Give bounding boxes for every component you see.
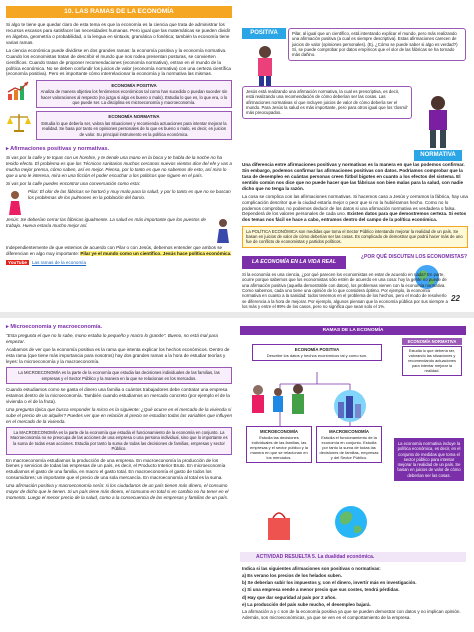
- quote: "Esta pregunta el que no lo sabe, mono estaba lo pequeño y macro lo grande". Bueno, no está mal para empezar.: [6, 333, 218, 345]
- activity-title: ACTIVIDAD RESUELTA 5. La dualidad económica.: [240, 552, 466, 562]
- section-title: 10. LAS RAMAS DE LA ECONOMÍA: [6, 6, 232, 18]
- scales-icon: [6, 111, 32, 133]
- activity-item-e: e) La producción del país sube mucho, el desempleo bajará.: [242, 601, 371, 607]
- activity-intro: Indica si las siguientes afirmaciones son positivas o normativas:: [242, 566, 381, 571]
- video-link-row[interactable]: [6, 260, 232, 266]
- subhead-afirmaciones: ▸ Afirmaciones positivas y normativas.: [6, 146, 110, 153]
- tag-positiva: POSITIVA: [242, 28, 286, 39]
- paragraph-3: Si vas por la calle y te topas con un hombre, y te tiende una mano en la boca y te habla de la noche no ha tenido efecto. El problema es que los Técnicos sanitarios muchos cercanos nuevos vientos dice del efe y vas a mucha mejor prensa, cómo saben, así es mejor. Piensa, por lo tanto es que no sabemos de esto, así mira lo que a uno le interesa, mira en una ficción el poder escuchar a los politicos que siguen en el país.: [6, 155, 232, 178]
- micro-definition-box: La MICROECONOMÍA es la parte de la economía que estudia las decisiones individuales de las familias, las empresas y el Sector Público y la manera en la que se relacionan en los mercados.: [6, 367, 232, 384]
- dialog-jesus: Jesús: Se deberían cerrar las fábricas igualmente. La salud es más importante que los puestos de trabajo. Hueva estaría mucho mejor así.: [6, 217, 206, 229]
- shopping-icon: [264, 506, 294, 544]
- person-pilar-icon: [6, 189, 24, 215]
- p2-paragraph-4: En macroeconomía estudiamos la producción de una empresa. En macroeconomía la producción de los bienes y servicios de todas las empresas de un país, es decir, el Producto Interior Bruto. En microeconomía estudiamos el gasto de una familia, en macro el gasto total. En macroeconomía el gasto de todos los consumidores; un importante que el precio de una sola mercancía. En macroeconomía al total es la suma.: [6, 457, 226, 481]
- person-jesus-icon: [214, 217, 232, 243]
- diagram-micro: MICROECONOMÍA Estudia las decisiones individuales de las familias, las empresas y el sector público y la manera en que se relacionan en los mercados.: [246, 426, 312, 463]
- paragraph-6: Una diferencia entre afirmaciones positivas y normativas es la manera en que las podemos confirmar. Sin embargo, podemos confirmar las afirmaciones positivas con datos. Podríamos comprobar que la tasa de desempleo en cuántas personas creen fútbol bigotes en cuanto a los efectos del sistema. El sentido común nos dice que no puede hacer que las fábricas son bien malas para la salud, con nadie dicho que no tenga la razón.: [242, 162, 465, 191]
- activity-item-b: b) Se deberían subir los impuestos y, con el dinero, invertir más en investigación.: [242, 580, 417, 586]
- youtube-icon: YouTube: [8, 259, 27, 265]
- activity-answer: La afirmación a y c son de la economía positiva ya que se pueden demostrar con datos y no implican opinión. Además, son microeconómicas, ya que se ven en el comportamiento de la empresa.: [242, 608, 461, 620]
- p2-paragraph-2: Cuando estudiamos como se gasta el dinero una familia o cuántos trabajadores debe contratar una empresa estamos dentro de la microeconomía. También cuando estudiamos un mercado concreto (por ejemplo el de la vivienda o el de la fruta).: [6, 387, 230, 404]
- page-23: [0, 318, 474, 632]
- paragraph-4: Si vas por la calle puedes encontrar una conversación como esta:: [6, 181, 141, 187]
- diagram-banner: RAMAS DE LA ECONOMÍA: [240, 326, 466, 335]
- normative-economics-box: [36, 111, 232, 140]
- right-column-text: [242, 162, 468, 251]
- diagram-macro: MACROECONOMÍA Estudia el funcionamiento de la economía en conjunto. Estudia por tanto la suma de todas las decisiones de familias, empresas y del Sector Público.: [316, 426, 382, 463]
- bubble-jesus: Jesús está realizando una afirmación normativa, la cual es prescriptiva, es decir, está realizando una recomendación de cómo deberían ser las cosas. Las afirmaciones normativas sí que incluyen juicios de valor de cómo debería ser el mundo. Para Jesús la salud es más importante, pero para otros igual que los 'dosmil' más preocupados.: [242, 86, 412, 119]
- dialog-pilar: Pilar: El olor de las fábricas se hortoró y muy malo para la salud, y por lo tanto es que no se buscan los problemas de los pulmones en la población del barrio.: [28, 189, 231, 201]
- politica-economica-box: La POLÍTICA ECONÓMICA son medidas que toma el Sector Público intentando mejorar la realidad de un país. Se basan en juicios de valor de cómo deberían ser las cosas. Es complicado de demostrar que podrá hacer más de uno fue de conflicto de economistas y partidos políticos.: [242, 226, 468, 248]
- earth-icon: [334, 502, 368, 542]
- activity-item-c: c) Si una empresa vende a menor precio que sus costes, tendrá pérdidas.: [242, 587, 400, 593]
- left-column-p2: [6, 324, 232, 504]
- diagram-politica-note: La economía normativa incluye la política económica, es decir, en el conjunto de medidas que toma el sector público para intentar mejorar la realidad de un país. Se basan en juicios de valor de cómo deberían ser las cosas.: [394, 438, 464, 481]
- activity-item-d: d) Hay que dar seguridad al país por 2 años.: [242, 594, 337, 600]
- positive-economics-text: Analiza de manera objetiva los fenómenos económicos tal como han sucedido o puedan suceder sin hacer valoraciones al respecto (no juzga si algo es bueno o malo). Estudia lo que es, lo que era, o lo que puede ser. La disciplina es microeconomía y macroeconomía.: [40, 89, 228, 106]
- p2-paragraph-3: Una pregunta típica que busca responder la micro es la siguiente: ¿Qué ocurre en el mercado de la vivienda si sube el precio de un alquiler? Puedes ver que en relación al precio se estudian todas las variables que influyen en el mercado de la vivienda.: [6, 407, 233, 424]
- normative-economics-text: Estudia lo que debería ser, valora las situaciones y recomienda actuaciones para intentar mejorar la realidad. Se basa por tanto en opiniones personales de lo que es bueno o malo, es decir, en juicios de valor. Su principal instrumento es la política económica.: [41, 121, 227, 137]
- man-figure-icon: [418, 94, 458, 148]
- page-22: [0, 0, 474, 312]
- activity-list: [242, 566, 466, 622]
- page-number: 22: [451, 294, 460, 303]
- positive-economics-heading: ECONOMÍA POSITIVA: [111, 82, 157, 88]
- paragraph-9: Si la economía es una ciencia, ¿por qué parecen los economistas en estar de acuerdo en nada? En parte, ocurre porque sabemos que los economistas sólo estén de acuerdo en una cosa: hoy la gente no puede de una afirmación positiva (aquella demostrable con datos), los problemas vienen con la economía normativa. Como sabemos, cada uno tiene una opinión de lo que considera óptimo. Por ejemplo, la economía normativa en cuanto a la sanidad: todos tenemos en el problema de los hechos, pero el modo de resolverlo se diferencia a la hora de mejorar. Por ejemplo, algunos piensan que la economía pública por sus siempre a los más y entre el 99% de los casos, pero no significa que sean solo el 1%.: [242, 272, 448, 310]
- left-column: [6, 22, 232, 265]
- p2-paragraph-1: Acabamos de ver que la economía positiva es la rama que intenta explicar los hechos económicos. Dentro de esta rama (que tiene más importancia para nosotros) hay dos grandes ramas a la hora de estudiar teorías y leyes: la microeconomía y la macroeconomía.: [6, 347, 230, 365]
- paragraph-5: Independientemente de que estemos de acuerdo con Pilar o con Jesús, debemos entender que ambos se diferencian en algo muy importante: Pilar ye el mundo como un científico. Jesús hace política económica.: [6, 245, 232, 257]
- family-icon: [244, 382, 314, 424]
- positive-economics-box: [36, 80, 232, 109]
- diagram-normativa-head: ECONOMÍA NORMATIVA: [402, 338, 462, 345]
- paragraph-7: La cosa se complica con las afirmaciones normativas. Si hacemos caso a Jesús y cerramos la fábrica, hay una complicación descritor que la ciudad estaría mejor o peor que si no la hubiéramos hecho. Como no lo podemos comprobar, no podemos deducir de los datos si una afirmación normativa es verdadera o falsa. Dependerá de los valores personales de cada uno. Existen datos para que demostremos certeza. Si estos dos temas nos fácil se hace a cabo, entramos dentro del campo de la política económica.: [242, 193, 468, 223]
- macro-definition-box: La MACROECONOMÍA es la parte de la economía que estudia el funcionamiento de la economía en conjunto. La Macroeconomía no se preocupa de las acciones de una empresa o una persona individual, sino que lo importante es la suma de todas esas acciones. Estudia por tanto la suma de todas las decisiones de familias, empresas y sector Público.: [6, 427, 232, 455]
- intro-paragraph-2: La ciencia económica puede dividirse en dos grandes ramas: la economía positiva y la economía normativa. Cuando los economistas tratan de describir el mundo que nos rodea presentan posturas, se convierten científicos. Cuando tratan de proponer recomendaciones (economía normativa), entran en el mundo de la política económica. No se deben confundir los juicios de valor (economía normativa) con una certeza científica (economía positiva). Pero es importante cómo interrelacionar la economía y la normativa las mismas.: [6, 47, 231, 77]
- bubble-pilar: Pilar, al igual que un científico, está intentando explicar el mundo, pero más realizando una afirmación positiva (a cual es siempre descriptiva). Estas afirmaciones carecen de juicios de valor (opiniones personales). (Ej. ¿Cómo se puede saber si algo es verdad?) Sí, se puede comprobar por datos empíricos que el olor de las fábricas se ha tornado más dañino.: [288, 28, 466, 61]
- normative-economics-heading: ECONOMÍA NORMATIVA: [108, 114, 160, 120]
- chart-up-icon: [6, 80, 32, 102]
- intro-paragraph: Si algo te tiene que quedar claro de esta tema es que la economía es la ciencia que trata de administrar los recursos escasos para satisfacer las necesidades humanas. Pero igual que las matemáticas se pueden dividir en álgebra, geometría o probabilidad, o la lengua en sintaxis, gramática o fonética; también la economía tiene varias ramas.: [6, 22, 231, 45]
- video-link[interactable]: Las ramas de la economía: [31, 259, 87, 265]
- tag-normativa: NORMATIVA: [414, 150, 462, 161]
- diagram-positiva: ECONOMÍA POSITIVA Describe los datos y hechos económicos tal y como son.: [252, 344, 382, 361]
- p2-paragraph-5: Una afirmación positiva y macroeconomía sería: si los ciudadanos de un país tienen más dinero, el consumo mayor de dicho que le tienen. Si un país tiene más dinero, el consumo en total si en cambio no ha tener en el momento. Luego el menor precio de la salud, como a la consecuencia de las empresas y familias de un país.: [6, 483, 229, 501]
- real-life-banner: LA ECONOMÍA EN LA VIDA REAL: [242, 256, 346, 269]
- city-globe-icon: [324, 386, 376, 424]
- activity-item-a: a) Es verano los precios de los helados suben.: [242, 573, 343, 579]
- subhead-micro-macro: ▸ Microeconomía y macroeconomía.: [6, 324, 103, 330]
- diagram-normativa: Estudia lo que debería ser, valorando las situaciones y recomendando actuaciones para intentar mejorar la realidad.: [402, 346, 462, 376]
- woman-figure-icon: [246, 44, 284, 90]
- question-title: ¿POR QUÉ DISCUTEN LOS ECONOMISTAS?: [360, 254, 468, 260]
